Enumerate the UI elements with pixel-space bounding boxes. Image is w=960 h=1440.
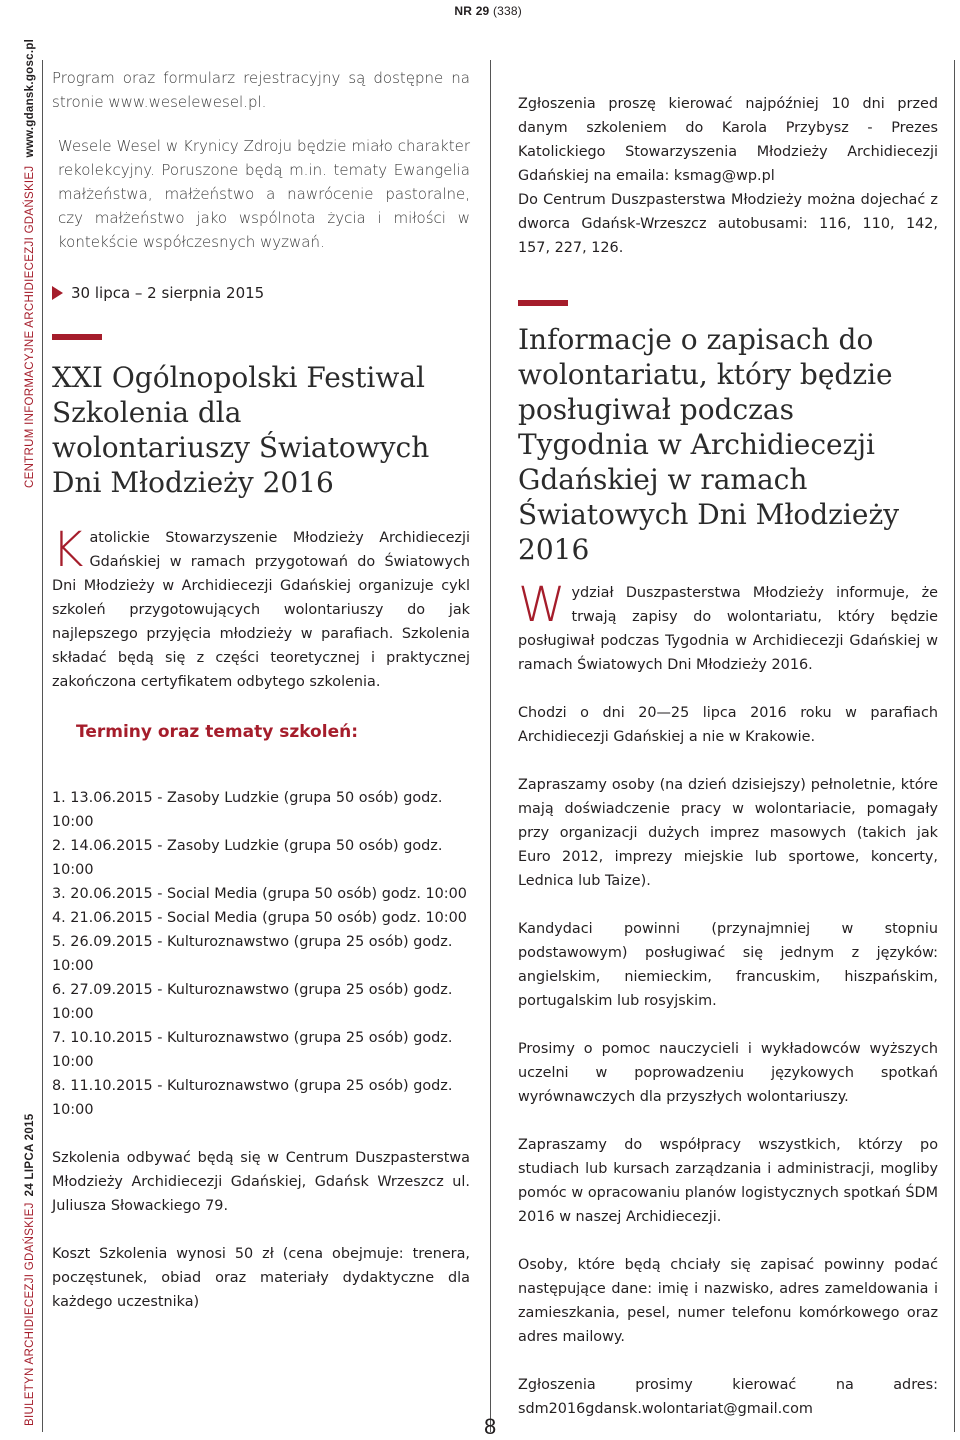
sidebar-bottom-date: 24 LIPCA 2015: [24, 1113, 36, 1197]
arrow-right-icon: [52, 286, 63, 300]
teachers-paragraph: Prosimy o pomoc nauczycieli i wykładowców wyższych uczelni w poprowadzeniu językowych spotkań wyrównawczych dla przyszłych wolontariuszy.: [518, 1041, 938, 1105]
page-number: 8: [484, 1414, 497, 1439]
list-item: 4. 21.06.2015 - Social Media (grupa 50 osób) godz. 10:00: [52, 910, 467, 926]
event-date-text: 30 lipca – 2 sierpnia 2015: [71, 284, 265, 302]
sidebar-bottom-label: BIULETYN ARCHIDIECEZJI GDAŃSKIEJ: [24, 1202, 36, 1426]
issue-count: (338): [492, 4, 522, 18]
cost-paragraph: Koszt Szkolenia wynosi 50 zł (cena obejmuje: trenera, poczęstunek, obiad oraz materiały dydaktyczne dla każdego uczestnika): [52, 1246, 470, 1310]
contact-paragraph: Zgłoszenia prosimy kierować na adres: sdm2016gdansk.wolontariat@gmail.com: [518, 1377, 938, 1417]
schedule-list: [52, 786, 470, 1122]
list-item: 5. 26.09.2015 - Kulturoznawstwo (grupa 25 osób) godz. 10:00: [52, 934, 453, 974]
list-item: 3. 20.06.2015 - Social Media (grupa 50 osób) godz. 10:00: [52, 886, 467, 902]
issue-number: [454, 4, 522, 18]
lead-text: ydział Duszpasterstwa Młodzieży informuje, że trwają zapisy do wolontariatu, który będzie posługiwał podczas Tygodnia w Archidiecezji Gdańskiej w ramach Światowych Dni Młodzieży 2016.: [518, 585, 938, 673]
column-divider-middle: [490, 60, 491, 1432]
list-item: 7. 10.10.2015 - Kulturoznawstwo (grupa 25 osób) godz. 10:00: [52, 1030, 453, 1070]
event-date: [52, 284, 470, 302]
sidebar-top: [24, 39, 36, 488]
logistics-paragraph: Zapraszamy do współpracy wszystkich, którzy po studiach lub kursach zarządzania i administracji, mogliby pomóc w opracowaniu planów logistycznych spotkań ŚDM 2016 w naszej Archidiecezji.: [518, 1137, 938, 1225]
data-required-paragraph: Osoby, które będą chciały się zapisać powinny podać następujące dane: imię i nazwisko, adres zameldowania i zamieszkania, pesel, numer telefonu komórkowego oraz adres mailowy.: [518, 1257, 938, 1345]
schedule-heading: Terminy oraz tematy szkoleń:: [75, 722, 358, 742]
sidebar-top-url: www.gdansk.gosc.pl: [24, 38, 36, 158]
drop-cap: K: [52, 522, 84, 578]
list-item: 2. 14.06.2015 - Zasoby Ludzkie (grupa 50 osób) godz. 10:00: [52, 838, 443, 878]
article-lead: [52, 522, 470, 694]
volunteer-lead: [518, 577, 938, 677]
languages-paragraph: Kandydaci powinni (przynajmniej w stopniu podstawowym) posługiwać się jednym z języków: angielskim, niemieckim, francuskim, hiszpańskim, portugalskim lub rosyjskim.: [518, 921, 938, 1009]
sidebar-bottom: [24, 1114, 36, 1426]
drop-cap: W: [518, 577, 566, 633]
title-accent-bar: [518, 300, 568, 306]
column-divider-left: [42, 60, 43, 1432]
intro-paragraph-1: Program oraz formularz rejestracyjny są dostępne na stronie www.weselewesel.pl.: [52, 69, 470, 111]
invitation-paragraph: Zapraszamy osoby (na dzień dzisiejszy) pełnoletnie, które mają doświadczenie pracy w wolontariacie, pomagały przy organizacji dużych imprez masowych (takich jak Euro 2012, imprezy miejskie lub sportowe, koncerty, Lednica lub Taize).: [518, 777, 938, 889]
sidebar-top-label: CENTRUM INFORMACYJNE ARCHIDIECEZJI GDAŃSKIEJ: [24, 165, 36, 488]
issue-label: NR 29: [454, 4, 490, 18]
registration-paragraph: Zgłoszenia proszę kierować najpóźniej 10 dni przed danym szkoleniem do Karola Przybysz - Prezes Katolickiego Stowarzyszenia Młodzieży Archidiecezji Gdańskiej na emaila: ksmag@wp.pl: [518, 96, 938, 184]
right-column: [518, 92, 938, 1421]
intro-paragraph-2: Wesele Wesel w Krynicy Zdroju będzie miało charakter rekolekcyjny. Poruszone będą m.in. tematy Ewangelia małżeństwa, małżeństwo a nawrócenie pastoralne, czy małżeństwo jako wspólnota życia i miłości w kontekście współczesnych wyzwań.: [58, 137, 470, 251]
list-item: 1. 13.06.2015 - Zasoby Ludzkie (grupa 50 osób) godz. 10:00: [52, 790, 443, 830]
column-divider-right: [954, 60, 955, 1432]
article-title: XXI Ogólnopolski Festiwal Szkolenia dla wolontariuszy Światowych Dni Młodzieży 2016: [52, 361, 430, 499]
venue-paragraph: Szkolenia odbywać będą się w Centrum Duszpasterstwa Młodzieży Archidiecezji Gdańskiej, Gdańsk Wrzeszcz ul. Juliusza Słowackiego 79.: [52, 1150, 470, 1214]
volunteer-title: Informacje o zapisach do wolontariatu, który będzie posługiwał podczas Tygodnia w Archidiecezji Gdańskiej w ramach Światowych Dni Młodzieży 2016: [518, 323, 900, 566]
lead-text: atolickie Stowarzyszenie Młodzieży Archidiecezji Gdańskiej w ramach przygotowań do Światowych Dni Młodzieży w Archidiecezji Gdańskiej organizuje cykl szkoleń przygotowujących wolontariuszy do jak najlepszego przyjęcia młodzieży w parafiach. Szkolenia składać będą się z części teoretycznej i praktycznej zakończona certyfikatem odbytego szkolenia.: [52, 530, 470, 690]
list-item: 6. 27.09.2015 - Kulturoznawstwo (grupa 25 osób) godz. 10:00: [52, 982, 453, 1022]
list-item: 8. 11.10.2015 - Kulturoznawstwo (grupa 25 osób) godz. 10:00: [52, 1078, 453, 1118]
title-accent-bar: [52, 334, 102, 340]
dates-paragraph: Chodzi o dni 20—25 lipca 2016 roku w parafiach Archidiecezji Gdańskiej a nie w Krakowie.: [518, 705, 938, 745]
left-column: [52, 66, 470, 1314]
directions-paragraph: Do Centrum Duszpasterstwa Młodzieży można dojechać z dworca Gdańsk-Wrzeszcz autobusami: 116, 110, 142, 157, 227, 126.: [518, 192, 938, 256]
